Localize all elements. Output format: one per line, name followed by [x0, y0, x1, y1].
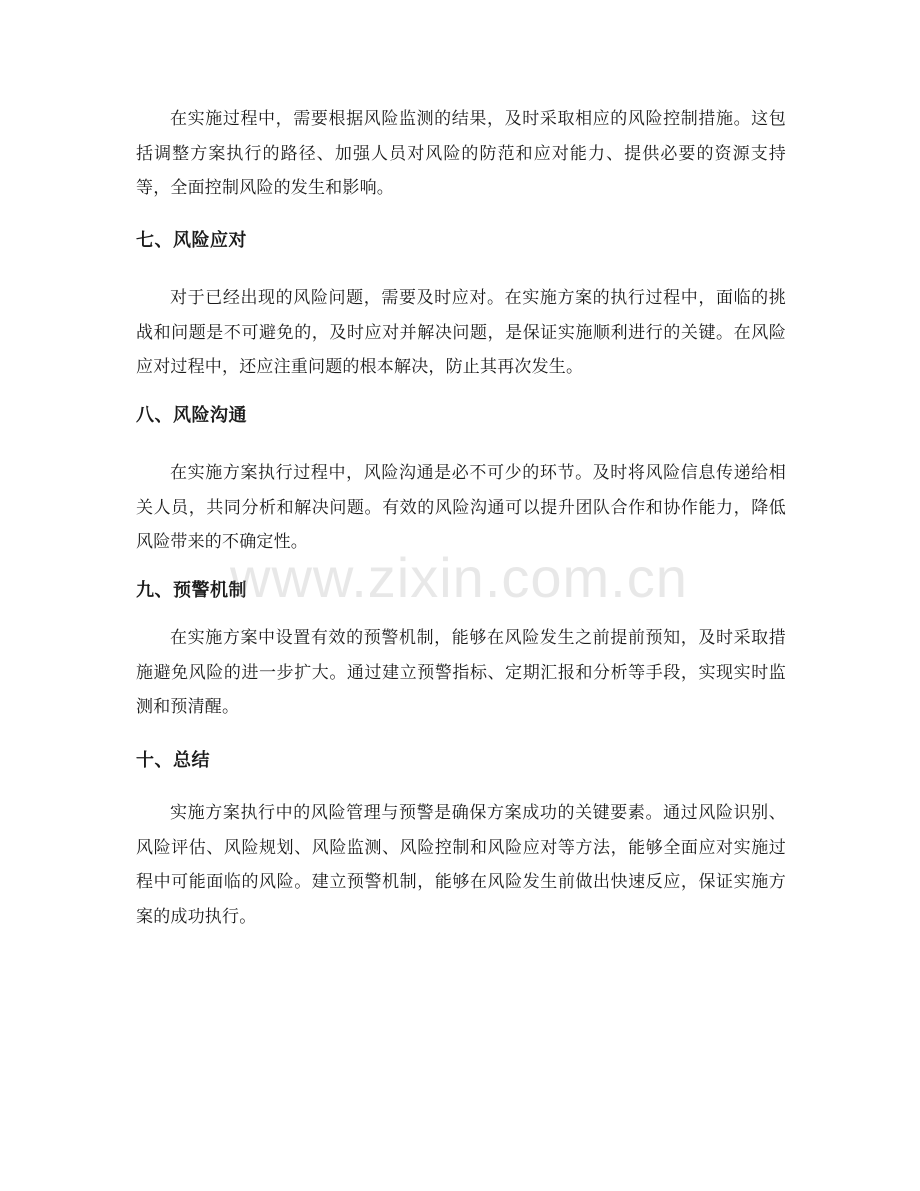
section-heading-warning-mechanism: 九、预警机制: [136, 580, 247, 601]
section-paragraph-risk-response: 对于已经出现的风险问题，需要及时应对。在实施方案的执行过程中，面临的挑战和问题是不可避免的，及时应对并解决问题，是保证实施顺利进行的关键。在风险应对过程中，还应注重问题的根本解决，防止其再次发生。: [136, 288, 786, 377]
section-paragraph-risk-communication: 在实施方案执行过程中，风险沟通是必不可少的环节。及时将风险信息传递给相关人员，共同分析和解决问题。有效的风险沟通可以提升团队合作和协作能力，降低风险带来的不确定性。: [136, 463, 786, 552]
section-heading-risk-communication: 八、风险沟通: [136, 405, 247, 426]
section-paragraph-warning-mechanism: 在实施方案中设置有效的预警机制，能够在风险发生之前提前预知，及时采取措施避免风险的进一步扩大。通过建立预警指标、定期汇报和分析等手段，实现实时监测和预清醒。: [136, 628, 786, 717]
intro-paragraph: 在实施过程中，需要根据风险监测的结果，及时采取相应的风险控制措施。这包括调整方案执行的路径、加强人员对风险的防范和应对能力、提供必要的资源支持等，全面控制风险的发生和影响。: [136, 109, 786, 198]
section-paragraph-summary: 实施方案执行中的风险管理与预警是确保方案成功的关键要素。通过风险识别、风险评估、风险规划、风险监测、风险控制和风险应对等方法，能够全面应对实施过程中可能面临的风险。建立预警机制，能够在风险发生前做出快速反应，保证实施方案的成功执行。: [136, 803, 786, 927]
section-heading-summary: 十、总结: [136, 750, 210, 771]
section-heading-risk-response: 七、风险应对: [136, 230, 247, 251]
watermark: www.zixin.com.cn: [230, 546, 688, 609]
